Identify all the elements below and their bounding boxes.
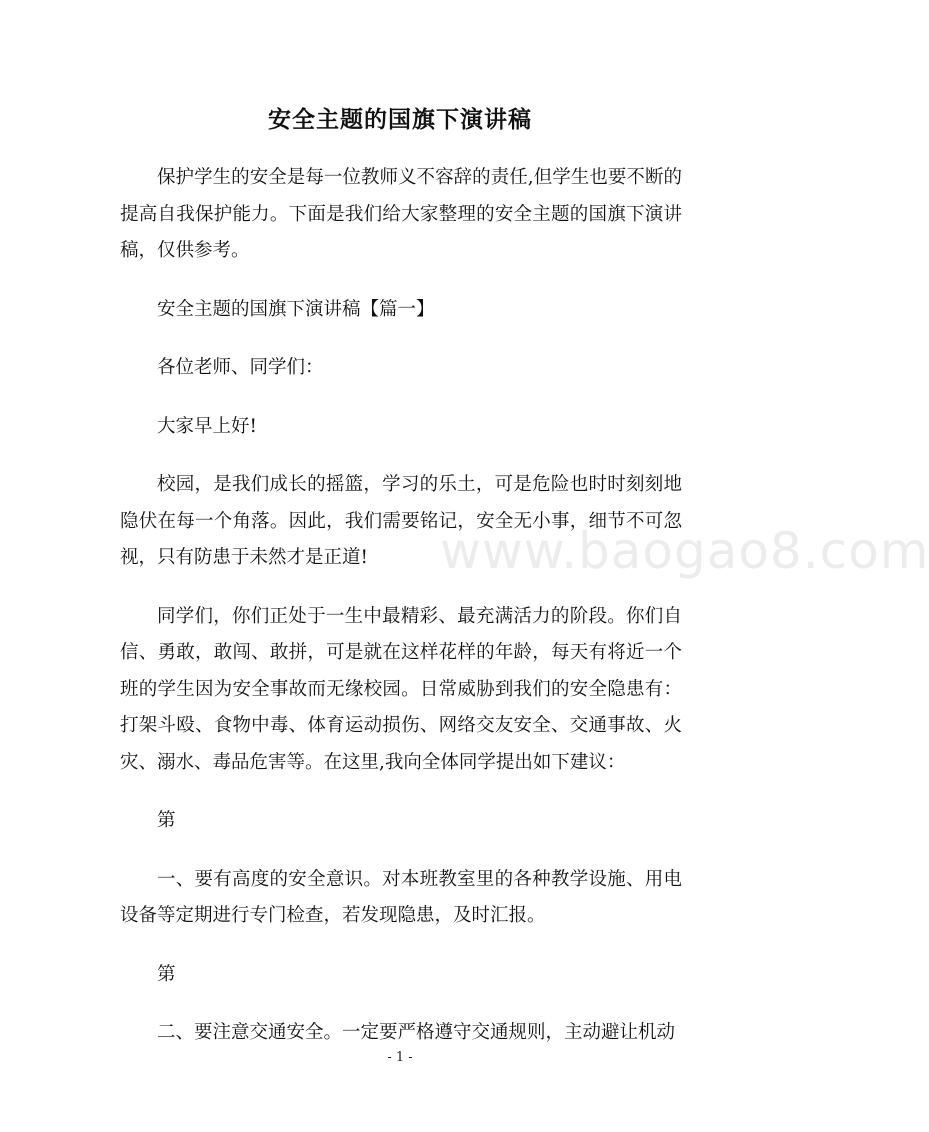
paragraph-intro: 保护学生的安全是每一位教师义不容辞的责任,但学生也要不断的提高自我保护能力。下面是我们给大家整理的安全主题的国旗下演讲稿，仅供参考。 <box>120 167 682 261</box>
paragraph-ordinal-second: 第 <box>157 963 176 985</box>
paragraph-section-heading: 安全主题的国旗下演讲稿【篇一】 <box>157 298 435 320</box>
paragraph-suggestion-one: 一、要有高度的安全意识。对本班教室里的各种教学设施、用电设备等定期进行专门检查，若发现隐患，及时汇报。 <box>120 868 682 926</box>
paragraph-ordinal-first: 第 <box>157 810 176 831</box>
document-body <box>120 160 682 1074</box>
watermark: www.baogao8.com <box>440 522 929 580</box>
paragraph-suggestion-two: 二、要注意交通安全。一定要严格遵守交通规则，主动避让机动 <box>157 1022 676 1043</box>
paragraph-campus: 校园，是我们成长的摇篮，学习的乐土，可是危险也时时刻刻地隐伏在每一个角落。因此，我们需要铭记，安全无小事，细节不可忽视，只有防患于未然才是正道! <box>120 474 682 568</box>
page-number: - 1 - <box>387 1050 413 1065</box>
document-title: 安全主题的国旗下演讲稿 <box>268 106 532 133</box>
paragraph-greeting: 大家早上好! <box>157 415 257 437</box>
paragraph-salutation: 各位老师、同学们： <box>157 357 324 378</box>
paragraph-hazards: 同学们，你们正处于一生中最精彩、最充满活力的阶段。你们自信、勇敢，敢闯、敢拼，可是就在这样花样的年龄，每天有将近一个班的学生因为安全事故而无缘校园。日常威胁到我们的安全隐患有：打架斗殴、食物中毒、体育运动损伤、网络交友安全、交通事故、火灾、溺水、毒品危害等。在这里,我向全体同学提出如下建议： <box>120 605 682 773</box>
